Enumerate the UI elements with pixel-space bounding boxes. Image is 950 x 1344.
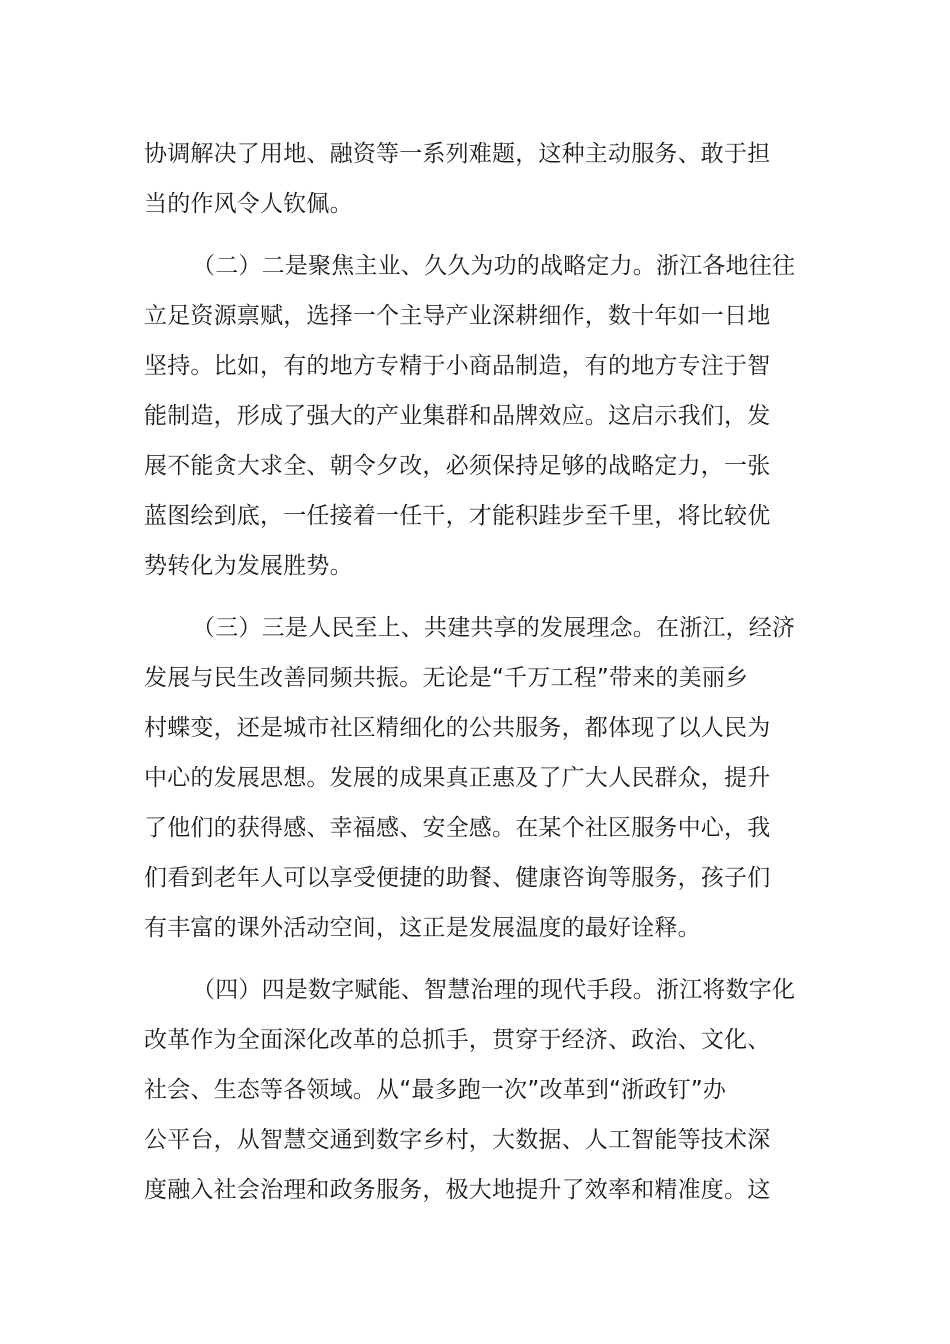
text-line: 发展与民生改善同频共振。无论是“千万工程”带来的美丽乡	[144, 665, 749, 691]
text-line: 蓝图绘到底，一任接着一任干，才能积跬步至千里，将比较优	[144, 503, 771, 529]
text-line: 中心的发展思想。发展的成果真正惠及了广大人民群众，提升	[144, 765, 771, 791]
text-line: 势转化为发展胜势。	[144, 553, 353, 579]
text-line: 了他们的获得感、幸福感、安全感。在某个社区服务中心，我	[144, 815, 771, 841]
text-line: 社会、生态等各领域。从“最多跑一次”改革到“浙政钉”办	[144, 1077, 727, 1103]
text-line-first: （三）三是人民至上、共建共享的发展理念。在浙江，经济	[192, 615, 796, 641]
paragraph-spacer	[144, 591, 808, 603]
text-line: 公平台，从智慧交通到数字乡村，大数据、人工智能等技术深	[144, 1127, 771, 1153]
text-line: 能制造，形成了强大的产业集群和品牌效应。这启示我们，发	[144, 403, 771, 429]
paragraph-spacer	[144, 953, 808, 965]
text-line: 们看到老年人可以享受便捷的助餐、健康咨询等服务，孩子们	[144, 865, 771, 891]
text-line: 有丰富的课外活动空间，这正是发展温度的最好诠释。	[144, 915, 701, 941]
text-line: 村蝶变，还是城市社区精细化的公共服务，都体现了以人民为	[144, 715, 771, 741]
paragraph-section-4	[144, 965, 808, 1215]
paragraph-section-3	[144, 603, 808, 953]
paragraph-section-2	[144, 241, 808, 591]
text-line: 协调解决了用地、融资等一系列难题，这种主动服务、敢于担	[144, 141, 771, 167]
text-line-first: （二）二是聚焦主业、久久为功的战略定力。浙江各地往往	[192, 253, 796, 279]
text-line: 坚持。比如，有的地方专精于小商品制造，有的地方专注于智	[144, 353, 771, 379]
text-line-first: （四）四是数字赋能、智慧治理的现代手段。浙江将数字化	[192, 977, 796, 1003]
text-line: 当的作风令人钦佩。	[144, 191, 353, 217]
paragraph-continuation	[144, 129, 808, 229]
paragraph-spacer	[144, 229, 808, 241]
text-line: 改革作为全面深化改革的总抓手，贯穿于经济、政治、文化、	[144, 1027, 771, 1053]
text-line: 展不能贪大求全、朝令夕改，必须保持足够的战略定力，一张	[144, 453, 771, 479]
document-body	[144, 129, 808, 1215]
text-line: 立足资源禀赋，选择一个主导产业深耕细作，数十年如一日地	[144, 303, 771, 329]
text-line: 度融入社会治理和政务服务，极大地提升了效率和精准度。这	[144, 1177, 771, 1203]
